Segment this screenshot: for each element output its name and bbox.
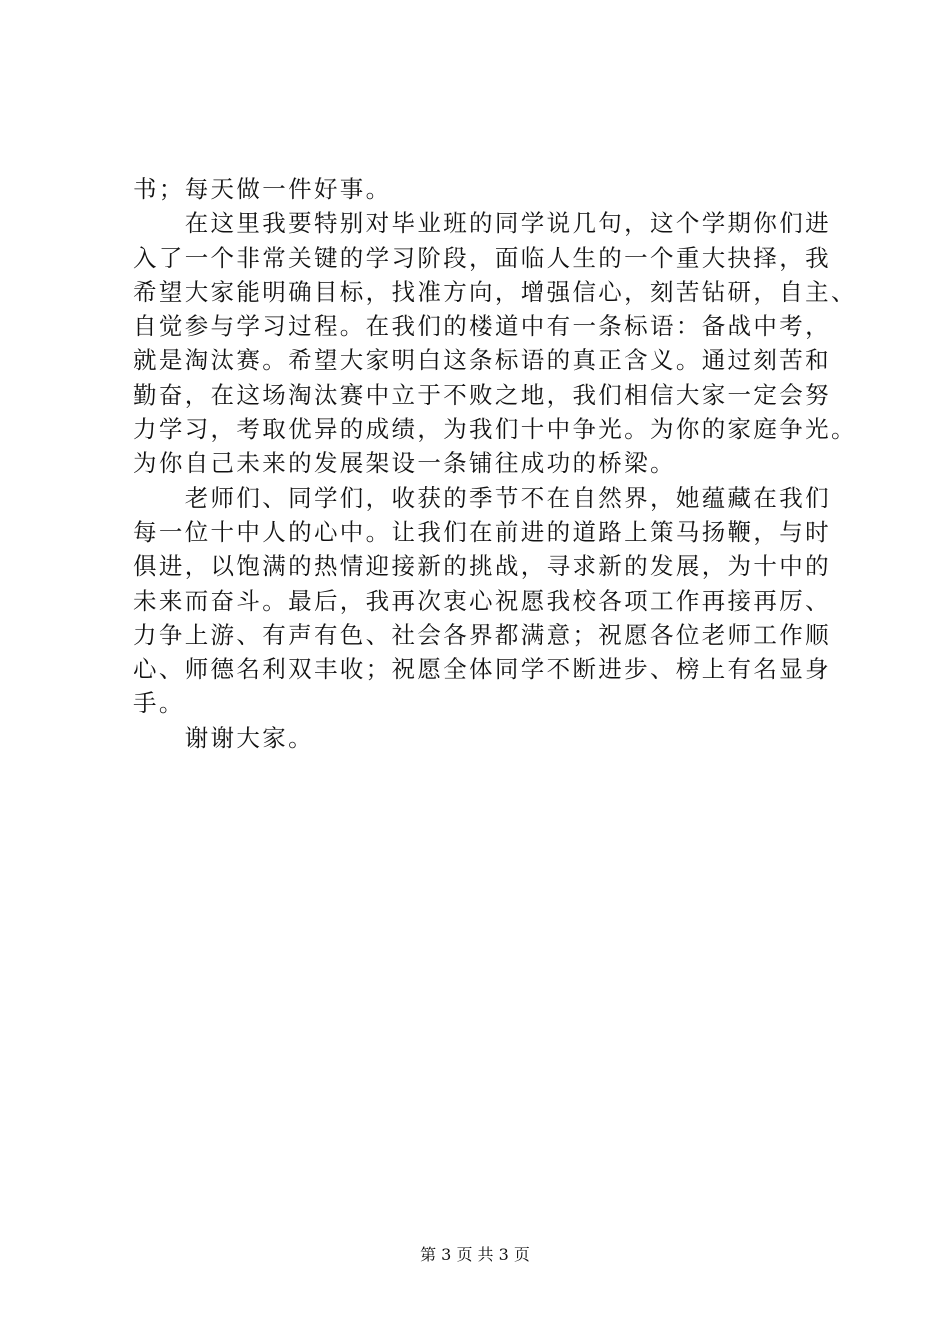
page-number: 第 3 页 共 3 页	[420, 1245, 530, 1264]
text-line: 勤奋，在这场淘汰赛中立于不败之地，我们相信大家一定会努	[133, 380, 831, 409]
page-footer	[0, 1245, 950, 1265]
text-line: 书；每天做一件好事。	[133, 175, 392, 203]
text-line: 手。	[133, 689, 185, 718]
text-line: 谢谢大家。	[133, 723, 314, 752]
text-line: 每一位十中人的心中。让我们在前进的道路上策马扬鞭，与时	[133, 517, 831, 546]
text-line: 就是淘汰赛。希望大家明白这条标语的真正含义。通过刻苦和	[133, 346, 831, 375]
document-body	[133, 172, 857, 755]
text-line: 为你自己未来的发展架设一条铺往成功的桥梁。	[133, 449, 676, 478]
text-line: 希望大家能明确目标，找准方向，增强信心，刻苦钻研，自主、	[133, 277, 857, 306]
text-line: 力学习，考取优异的成绩，为我们十中争光。为你的家庭争光。	[133, 415, 857, 444]
text-line: 心、师德名利双丰收；祝愿全体同学不断进步、榜上有名显身	[133, 655, 831, 684]
text-line: 力争上游、有声有色、社会各界都满意；祝愿各位老师工作顺	[133, 620, 831, 649]
text-line: 俱进，以饱满的热情迎接新的挑战，寻求新的发展，为十中的	[133, 552, 831, 581]
text-line: 未来而奋斗。最后，我再次衷心祝愿我校各项工作再接再厉、	[133, 586, 831, 615]
text-line: 入了一个非常关键的学习阶段，面临人生的一个重大抉择，我	[133, 243, 831, 272]
text-line: 老师们、同学们，收获的季节不在自然界，她蕴藏在我们	[133, 483, 831, 512]
text-line: 自觉参与学习过程。在我们的楼道中有一条标语：备战中考，	[133, 312, 831, 341]
text-line: 在这里我要特别对毕业班的同学说几句，这个学期你们进	[133, 209, 831, 238]
